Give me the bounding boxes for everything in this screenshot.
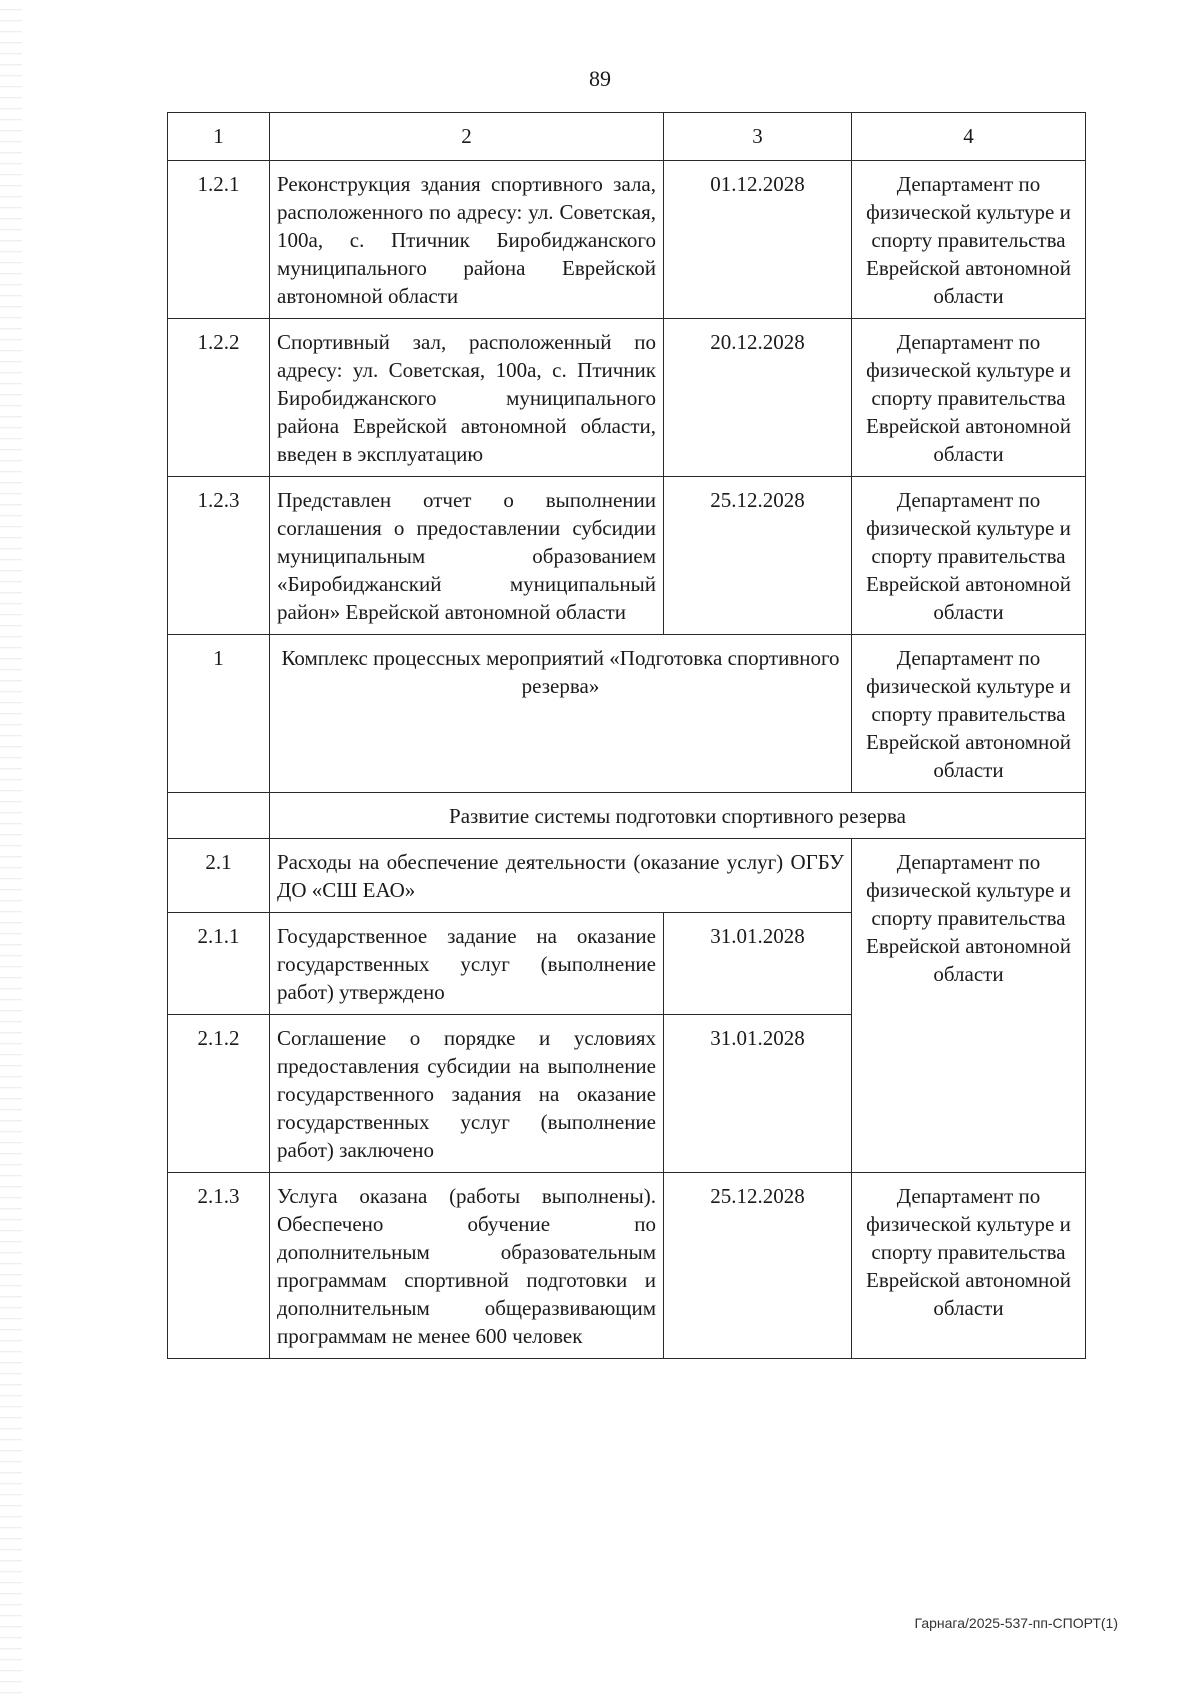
- row-number: 1.2.2: [168, 319, 270, 477]
- header-col-3: 3: [664, 113, 852, 161]
- header-col-4: 4: [852, 113, 1086, 161]
- row-date: 31.01.2028: [664, 913, 852, 1015]
- section-empty-cell: [168, 793, 270, 839]
- row-date: 31.01.2028: [664, 1015, 852, 1173]
- section-row: [168, 793, 1086, 839]
- row-responsible: Департамент по физической культуре и спорту правительства Еврейской автономной области: [852, 477, 1086, 635]
- page-number: 89: [589, 66, 611, 91]
- complex-responsible: Департамент по физической культуре и спорту правительства Еврейской автономной области: [852, 635, 1086, 793]
- row-description: Спортивный зал, расположенный по адресу: ул. Советская, 100а, с. Птичник Биробиджанского муниципального района Еврейской автономной области, введен в эксплуатацию: [270, 319, 664, 477]
- row-responsible: Департамент по физической культуре и спорту правительства Еврейской автономной области: [852, 161, 1086, 319]
- task-number: 2.1: [168, 839, 270, 913]
- task-row: [168, 839, 1086, 913]
- row-number: 2.1.2: [168, 1015, 270, 1173]
- row-date: 01.12.2028: [664, 161, 852, 319]
- row-description: Соглашение о порядке и условиях предоставления субсидии на выполнение государственного задания на оказание государственных услуг (выполнение работ) заключено: [270, 1015, 664, 1173]
- complex-row: [168, 635, 1086, 793]
- task-description: Расходы на обеспечение деятельности (оказание услуг) ОГБУ ДО «СШ ЕАО»: [270, 839, 852, 913]
- scan-edge-artifact: [0, 0, 22, 1701]
- complex-title: Комплекс процессных мероприятий «Подготовка спортивного резерва»: [270, 635, 852, 793]
- task-responsible: Департамент по физической культуре и спорту правительства Еврейской автономной области: [852, 839, 1086, 1173]
- table-row: [168, 1173, 1086, 1359]
- row-number: 1.2.3: [168, 477, 270, 635]
- table-row: [168, 319, 1086, 477]
- row-description: Реконструкция здания спортивного зала, расположенного по адресу: ул. Советская, 100а, с. Птичник Биробиджанского муниципального района Еврейской автономной области: [270, 161, 664, 319]
- row-date: 25.12.2028: [664, 477, 852, 635]
- row-number: 2.1.1: [168, 913, 270, 1015]
- header-col-1: 1: [168, 113, 270, 161]
- table-header-row: [168, 113, 1086, 161]
- table-row: [168, 477, 1086, 635]
- row-responsible: Департамент по физической культуре и спорту правительства Еврейской автономной области: [852, 1173, 1086, 1359]
- header-col-2: 2: [270, 113, 664, 161]
- row-description: Государственное задание на оказание государственных услуг (выполнение работ) утверждено: [270, 913, 664, 1015]
- row-description: Услуга оказана (работы выполнены). Обеспечено обучение по дополнительным образовательным программам спортивной подготовки и дополнительным общеразвивающим программам не менее 600 человек: [270, 1173, 664, 1359]
- section-title: Развитие системы подготовки спортивного резерва: [270, 793, 1086, 839]
- table-row: [168, 161, 1086, 319]
- row-number: 1.2.1: [168, 161, 270, 319]
- row-description: Представлен отчет о выполнении соглашения о предоставлении субсидии муниципальным образованием «Биробиджанский муниципальный район» Еврейской автономной области: [270, 477, 664, 635]
- plan-table: [167, 112, 1086, 1359]
- row-number: 2.1.3: [168, 1173, 270, 1359]
- row-responsible: Департамент по физической культуре и спорту правительства Еврейской автономной области: [852, 319, 1086, 477]
- document-code: Гарнага/2025-537-пп-СПОРТ(1): [914, 1615, 1118, 1631]
- complex-number: 1: [168, 635, 270, 793]
- row-date: 25.12.2028: [664, 1173, 852, 1359]
- row-date: 20.12.2028: [664, 319, 852, 477]
